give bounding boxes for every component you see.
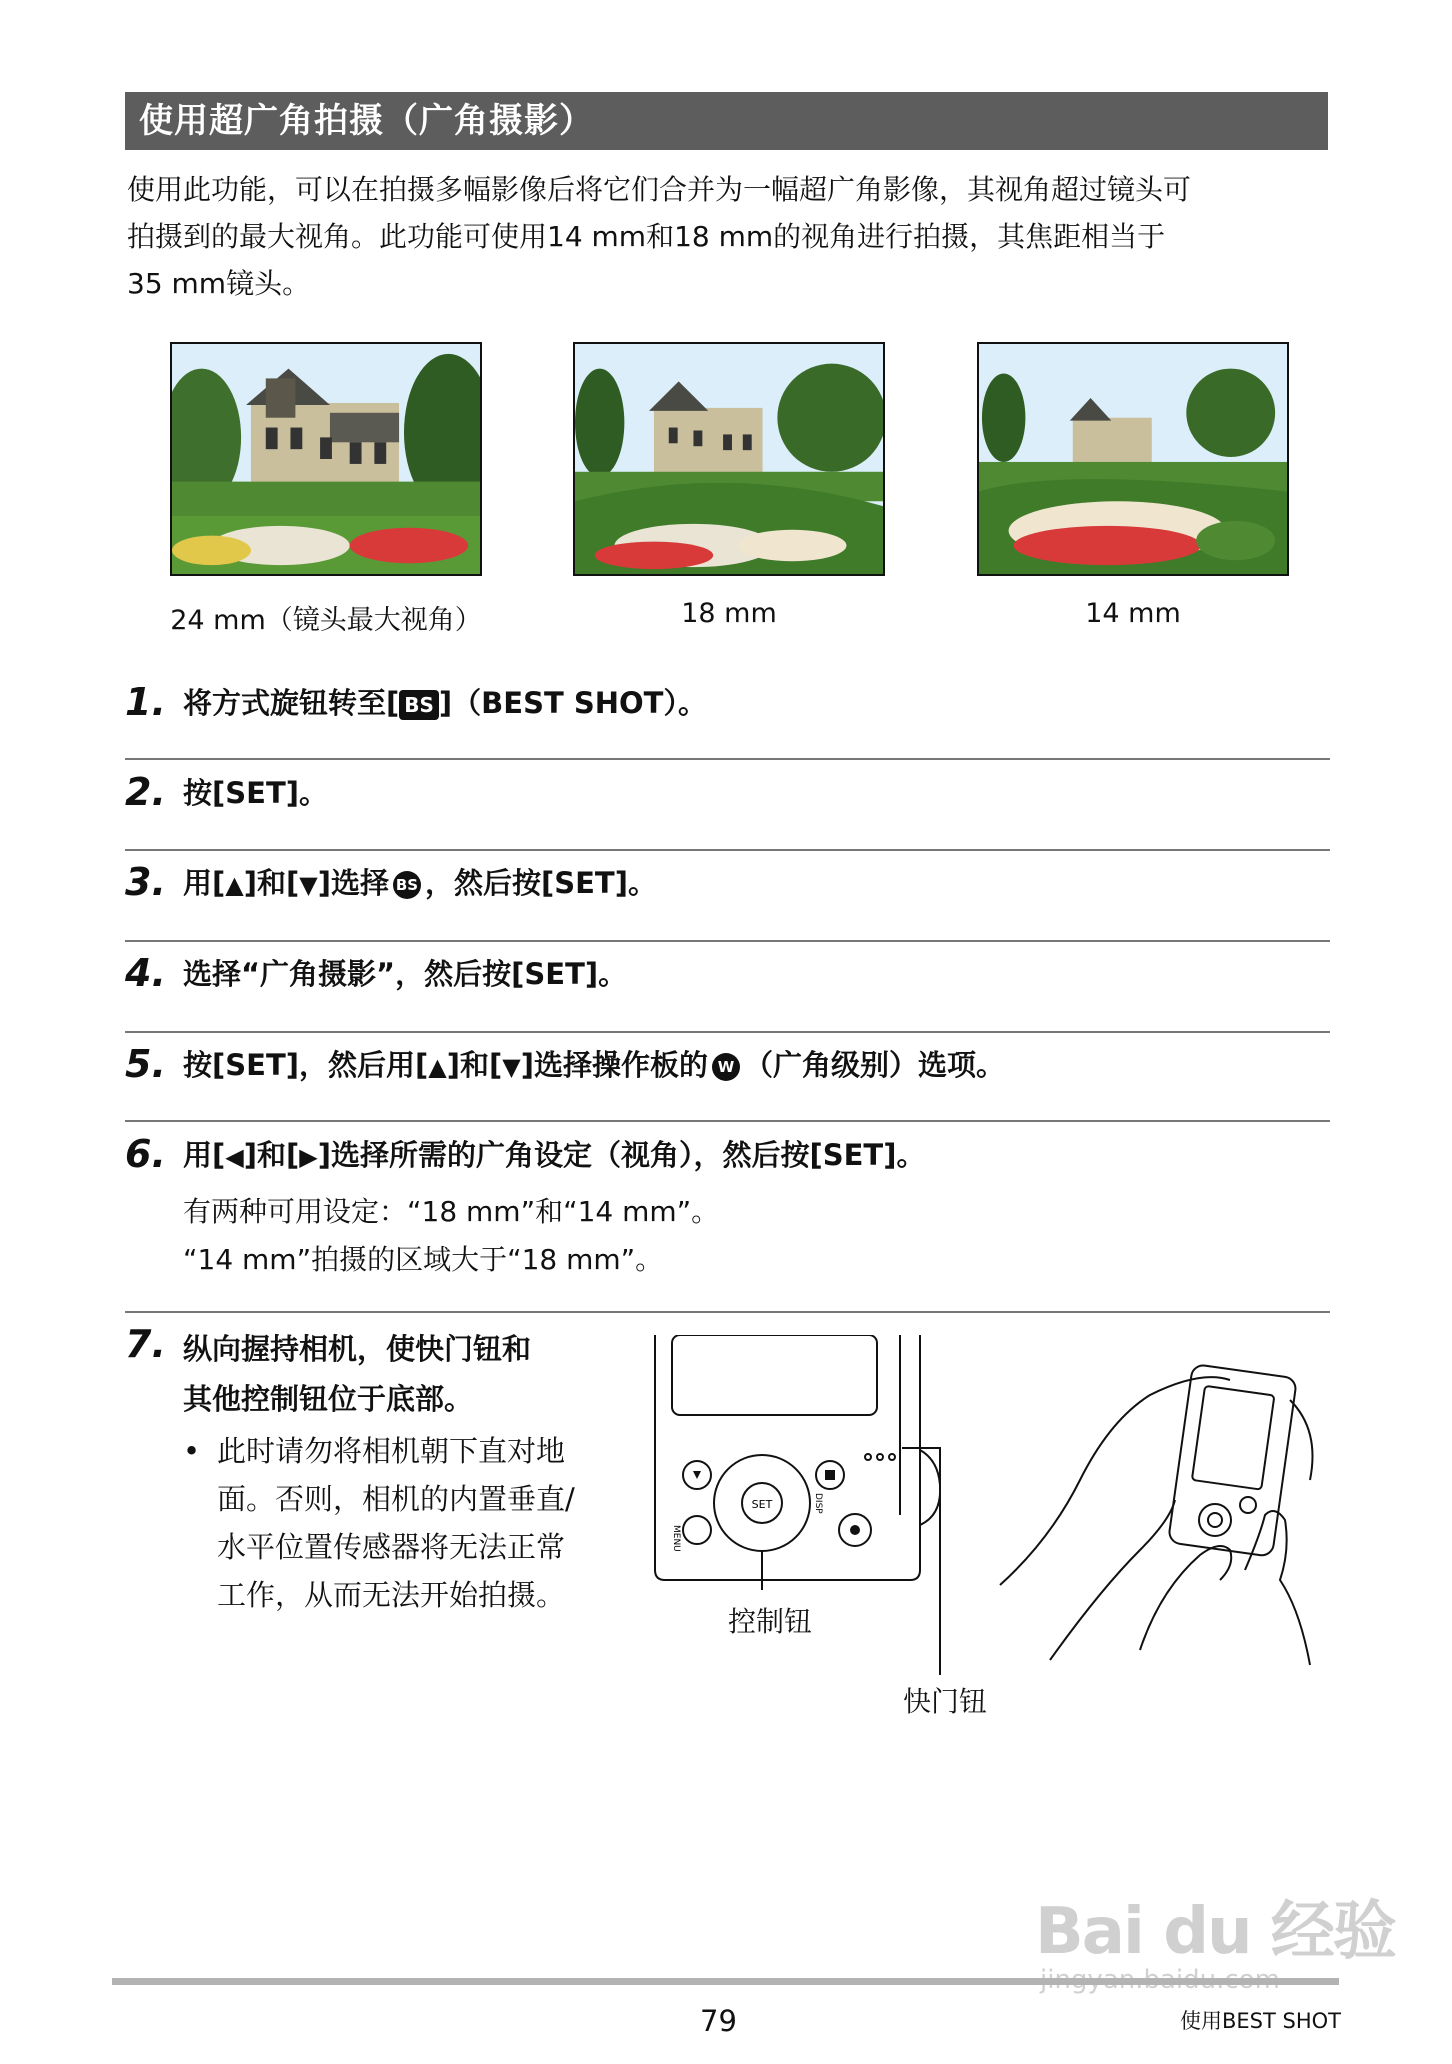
photo-caption: 14 mm [1085, 598, 1181, 629]
photo-24mm [170, 342, 482, 576]
footer-rule [112, 1978, 1339, 1985]
up-arrow-icon: ▲ [225, 871, 244, 899]
intro-line: 35 mm镜头。 [127, 267, 311, 300]
wide-level-icon: W [712, 1053, 740, 1081]
divider [125, 758, 1330, 760]
step-text: 用[▲]和[▼]选择 BS ，然后按[SET]。 [183, 866, 657, 900]
photo-caption: 18 mm [681, 598, 777, 629]
step-1 [125, 680, 1330, 740]
note [183, 1427, 613, 1619]
step-3 [125, 860, 1330, 920]
step-7 [125, 1322, 645, 1422]
play-icon [693, 1471, 701, 1479]
step-subtext: 有两种可用设定：“18 mm”和“14 mm”。 [183, 1195, 720, 1228]
set-label: SET [751, 1498, 773, 1511]
menu-label: MENU [671, 1525, 681, 1552]
divider [125, 849, 1330, 851]
footer-section: 使用BEST SHOT [1180, 2009, 1341, 2033]
step-text: 将方式旋钮转至[ BS ]（BEST SHOT）。 [183, 686, 707, 720]
shutter-button-label: 快门钮 [903, 1685, 988, 1718]
down-arrow-icon: ▼ [299, 871, 318, 899]
step-number: 1. [125, 680, 166, 724]
step-text: 按[SET]。 [183, 776, 328, 810]
step-text: 用[◀]和[▶]选择所需的广角设定（视角），然后按[SET]。 [183, 1138, 926, 1172]
step-6 [125, 1132, 1330, 1292]
hands-holding-camera-illustration [990, 1340, 1330, 1670]
note-line: 工作，从而无法开始拍摄。 [217, 1578, 566, 1612]
divider [125, 940, 1330, 942]
step-number: 2. [125, 770, 166, 814]
bullet: • [183, 1434, 201, 1468]
photo-14mm [977, 342, 1289, 576]
intro-line: 拍摄到的最大视角。此功能可使用14 mm和18 mm的视角进行拍摄，其焦距相当于 [127, 220, 1166, 253]
down-arrow-icon: ▼ [502, 1053, 521, 1081]
step-text: 按[SET]，然后用[▲]和[▼]选择操作板的 W （广角级别）选项。 [183, 1048, 1005, 1082]
step-number: 4. [125, 951, 166, 995]
divider [125, 1031, 1330, 1033]
note-line: 水平位置传感器将无法正常 [217, 1530, 566, 1564]
note-line: 面。否则，相机的内置垂直/ [217, 1482, 575, 1516]
bs-badge-icon: BS [393, 871, 421, 899]
movie-icon [850, 1525, 860, 1535]
step-2 [125, 770, 1330, 830]
step-number: 3. [125, 860, 166, 904]
camera-back-illustration [650, 1335, 940, 1595]
up-arrow-icon: ▲ [428, 1053, 447, 1081]
bs-mode-icon: BS [399, 690, 439, 720]
left-arrow-icon: ◀ [225, 1143, 244, 1171]
divider [125, 1311, 1330, 1313]
step-number: 6. [125, 1132, 166, 1176]
control-button-label: 控制钮 [728, 1605, 813, 1638]
step-5 [125, 1042, 1330, 1102]
step-text: 纵向握持相机，使快门钮和 其他控制钮位于底部。 [183, 1332, 532, 1416]
divider [125, 1120, 1330, 1122]
photo-caption: 24 mm（镜头最大视角） [170, 605, 482, 636]
intro-line: 使用此功能，可以在拍摄多幅影像后将它们合并为一幅超广角影像，其视角超过镜头可 [127, 173, 1192, 206]
step-subtext: “14 mm”拍摄的区域大于“18 mm”。 [183, 1243, 664, 1276]
record-icon [825, 1470, 835, 1480]
step-text: 选择“广角摄影”，然后按[SET]。 [183, 957, 628, 991]
note-line: 此时请勿将相机朝下直对地 [217, 1434, 566, 1468]
shutter-callout-line [900, 1440, 950, 1680]
step-number: 7. [125, 1322, 166, 1366]
section-title: 使用超广角拍摄（广角摄影） [125, 92, 1328, 150]
right-arrow-icon: ▶ [299, 1143, 318, 1171]
watermark-logo: Bai du 经验 [1035, 1895, 1395, 1969]
page-number: 79 [700, 2004, 737, 2038]
step-number: 5. [125, 1042, 166, 1086]
photo-18mm [573, 342, 885, 576]
step-4 [125, 951, 1330, 1011]
intro-paragraph [127, 166, 1337, 307]
disp-label: DISP [813, 1493, 823, 1514]
